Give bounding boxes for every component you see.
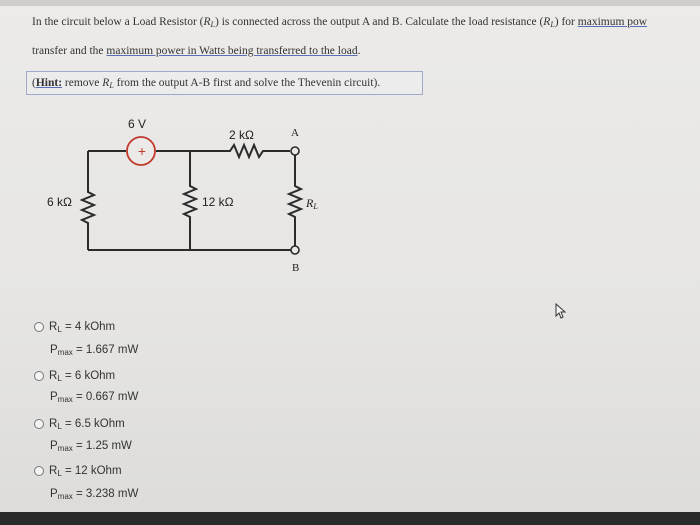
pmax-value: = 1.667 mW — [72, 344, 139, 356]
maximum-power-watts-link[interactable]: maximum power in Watts being transferred to the load — [106, 45, 358, 57]
option-rl-sub: L — [57, 374, 62, 383]
rl-subscript: L — [550, 20, 555, 29]
radio-button[interactable] — [34, 371, 44, 381]
question-text: ) is connected across the output A and B. Calculate the load resistance ( — [214, 16, 544, 28]
mouse-cursor-icon — [555, 303, 567, 319]
question-text: transfer and the — [32, 45, 107, 57]
load-resistor-label — [306, 196, 318, 211]
pmax-sub: max — [57, 444, 73, 453]
option-4[interactable] — [34, 465, 122, 478]
option-rl-sub: L — [57, 469, 62, 478]
rl-symbol: R — [306, 196, 314, 210]
option-4-pmax — [50, 488, 138, 501]
bottom-bar — [0, 512, 700, 525]
hint-text: remove — [62, 77, 103, 89]
option-rl-value: = 6.5 kOhm — [61, 418, 125, 430]
pmax-value: = 0.667 mW — [72, 391, 139, 403]
rl-symbol: R — [102, 77, 110, 89]
pmax-label: P — [50, 440, 58, 452]
option-3-pmax — [50, 440, 132, 453]
resistor-12k-label: 12 kΩ — [202, 195, 234, 209]
option-3[interactable] — [34, 418, 125, 431]
rl-subscript: L — [313, 202, 318, 211]
terminal-a — [291, 147, 299, 155]
period: . — [357, 45, 361, 57]
option-1-pmax — [50, 344, 138, 357]
pmax-sub: max — [57, 395, 73, 404]
resistor-6k-zigzag — [82, 183, 94, 250]
rl-subscript: L — [109, 81, 114, 90]
option-rl-label: R — [49, 418, 58, 430]
option-rl-value: = 6 kOhm — [61, 370, 116, 382]
resistor-6k-label: 6 kΩ — [47, 195, 72, 209]
open-paren: ( — [32, 77, 36, 89]
pmax-value: = 3.238 mW — [72, 488, 139, 500]
pmax-sub: max — [57, 348, 73, 357]
option-rl-label: R — [49, 370, 58, 382]
pmax-label: P — [50, 344, 58, 356]
option-1[interactable] — [34, 321, 115, 334]
option-rl-value: = 12 kOhm — [61, 465, 122, 477]
resistor-2k-label: 2 kΩ — [229, 128, 254, 142]
pmax-label: P — [50, 391, 58, 403]
voltage-source-plus: + — [137, 143, 147, 159]
pmax-label: P — [50, 488, 58, 500]
rl-symbol: R — [203, 16, 211, 28]
option-2[interactable] — [34, 370, 115, 383]
option-rl-sub: L — [57, 325, 62, 334]
rl-symbol: R — [543, 16, 551, 28]
pmax-value: = 1.25 mW — [72, 440, 132, 452]
question-text: ) for — [554, 16, 578, 28]
node-b-label: B — [292, 262, 300, 274]
node-a-label: A — [291, 127, 299, 139]
hint-label: Hint: — [35, 77, 63, 89]
radio-button[interactable] — [34, 419, 44, 429]
option-rl-label: R — [49, 465, 58, 477]
option-rl-sub: L — [57, 422, 62, 431]
terminal-b — [291, 246, 299, 254]
option-rl-label: R — [49, 321, 58, 333]
resistor-2k-zigzag — [190, 145, 290, 157]
option-2-pmax — [50, 391, 138, 404]
question-text: In the circuit below a Load Resistor ( — [32, 16, 204, 28]
maximum-power-link[interactable]: maximum pow — [577, 16, 648, 28]
radio-button[interactable] — [34, 466, 44, 476]
source-voltage-label: 6 V — [128, 117, 147, 131]
hint-text: from the output A-B first and solve the Thevenin circuit). — [113, 77, 381, 89]
pmax-sub: max — [57, 492, 73, 501]
option-rl-value: = 4 kOhm — [61, 321, 116, 333]
resistor-12k-zigzag — [184, 151, 196, 250]
rl-subscript: L — [210, 20, 215, 29]
resistor-load-zigzag — [289, 155, 301, 246]
radio-button[interactable] — [34, 322, 44, 332]
